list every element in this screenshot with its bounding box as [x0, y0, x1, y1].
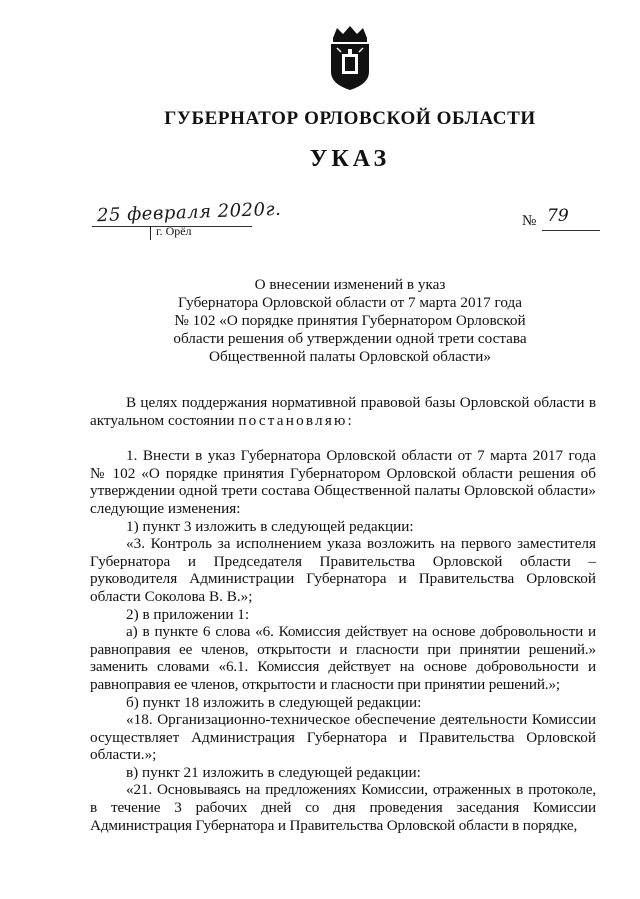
number-sign: №: [522, 213, 537, 229]
paragraph-2: 1) пункт 3 изложить в следующей редакции:: [126, 517, 414, 535]
paragraph-7: «18. Организационно-техническое обеспечение деятельности Комиссии осуществляет Администрация Губернатора и Правительства Орловской области.»;: [90, 711, 596, 764]
decree-word: постановляю:: [238, 411, 354, 429]
number-underline: [542, 230, 600, 231]
document-subject: [118, 276, 582, 366]
document-body: [90, 394, 596, 834]
subject-line: Общественной палаты Орловской области»: [209, 348, 491, 365]
paragraph-5: а) в пункте 6 слова «6. Комиссия действует на основе добровольности и равноправия ее членов, открытости и гласности при принятии решений.» заменить словами «6.1. Комиссия действует на основе добровольности и равноправия ее членов, открытости и гласности при принятии решений.»;: [90, 623, 596, 693]
paragraph-9: «21. Основываясь на предложениях Комиссии, отраженных в протоколе, в течение 3 рабочих дней со дня проведения заседания Комиссии Администрация Губернатора и Правительства Орловской области в порядке,: [90, 781, 596, 834]
preamble-paragraph: [90, 394, 596, 429]
issuing-authority: ГУБЕРНАТОР ОРЛОВСКОЙ ОБЛАСТИ: [164, 108, 536, 129]
subject-line: О внесении изменений в указ: [254, 276, 446, 293]
paragraph-8: в) пункт 21 изложить в следующей редакции:: [126, 763, 421, 781]
paragraph-3: «3. Контроль за исполнением указа возложить на первого заместителя Губернатора и Председателя Правительства Орловской области – руководителя Администрации Губернатора и Правительства Орловской области Соколова В. В.»;: [90, 535, 596, 605]
handwritten-number: 79: [547, 206, 569, 226]
paragraph-4: 2) в приложении 1:: [126, 605, 250, 623]
subject-line: области решения об утверждении одной трети состава: [173, 330, 527, 347]
subject-line: № 102 «О порядке принятия Губернатором Орловской: [174, 312, 526, 329]
document-type-title: УКАЗ: [309, 146, 391, 172]
place-tick: [150, 226, 151, 240]
place-of-issue: г. Орёл: [156, 224, 192, 238]
paragraph-1: 1. Внести в указ Губернатора Орловской области от 7 марта 2017 года № 102 «О порядке принятия Губернатором Орловской области решения об утверждении одной трети состава Общественной палаты Орловской области» следующие изменения:: [90, 447, 596, 517]
subject-line: Губернатора Орловской области от 7 марта 2017 года: [177, 294, 522, 311]
paragraph-6: б) пункт 18 изложить в следующей редакции:: [126, 693, 422, 711]
coat-of-arms-icon: [323, 24, 377, 92]
preamble-text: В целях поддержания нормативной правовой базы Орловской области в актуальном состоянии: [90, 394, 596, 429]
handwritten-date: 25 февраля 2020г.: [96, 198, 282, 227]
